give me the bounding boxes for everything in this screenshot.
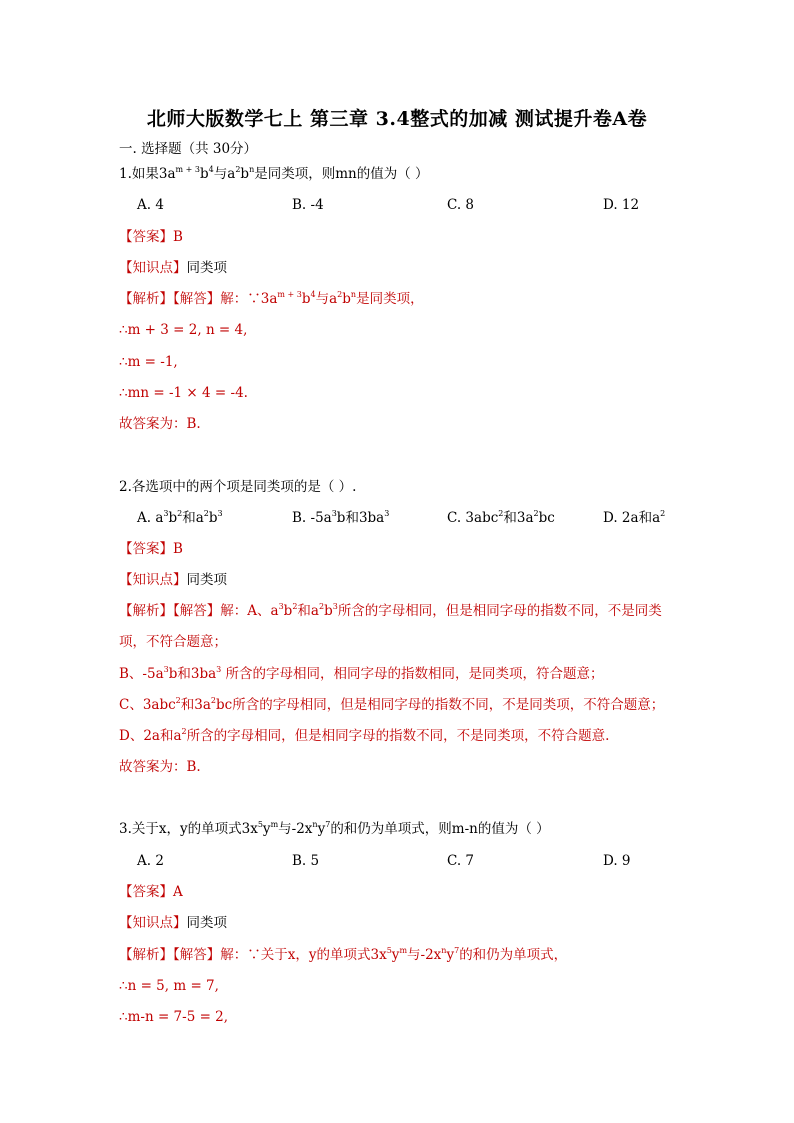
q1-analysis: 【解析】【解答】解：$\because 3a^{m + 3}b^4$与$a^2b^n$是同类项，: [119, 290, 424, 307]
q1-option-a: A. 4: [137, 197, 164, 213]
q2-stem: 2.各选项中的两个项是同类项的是（ ）.: [119, 479, 357, 495]
q2-analysis-d: D、2a和$a^2$所含的字母相同，但是相同字母的指数不同，不是同类项，不符合题意.: [119, 727, 610, 744]
q1-step-3: ∴mn = -1 × 4 = -4.: [119, 385, 248, 401]
q1-option-b: B. -4: [292, 197, 324, 213]
q1-knowledge-point: 【知识点】同类项: [119, 260, 227, 276]
q3-stem: 3.关于x，y的单项式$3x^5y^m$与$-2x^ny^7$的和仍为单项式，则m-n的值为（ ）: [119, 820, 550, 837]
q2-analysis-a: 【解析】【解答】解：A、$a^3b^2$和$a^2b^3$所含的字母相同，但是相同字母的指数不同，不是同类: [119, 602, 662, 619]
q3-answer: 【答案】A: [119, 884, 183, 900]
q2-analysis-a-cont: 项，不符合题意；: [119, 634, 227, 650]
q1-stem: 1.如果$3a^{m + 3}b^4$与$a^2b^n$是同类项，则mn的值为（ ）: [119, 165, 429, 182]
q2-option-b: B. $-5a^3b$和$3ba^3$: [292, 509, 390, 526]
q2-answer: 【答案】B: [119, 541, 183, 557]
q2-option-c: C. 3abc$^2$和$3a^2bc$: [447, 509, 555, 526]
q3-step-2: ∴m-n = 7-5 = 2,: [119, 1009, 229, 1025]
q1-step-1: ∴m + 3 = 2, n = 4,: [119, 322, 248, 338]
q3-option-a: A. 2: [137, 853, 164, 869]
q3-option-d: D. 9: [603, 853, 631, 869]
q1-option-c: C. 8: [447, 197, 475, 213]
q1-final: 故答案为：B.: [119, 416, 201, 432]
q1-step-2: ∴m = -1,: [119, 354, 178, 370]
q2-option-d: D. 2a和$a^2$: [603, 509, 666, 526]
q1-option-d: D. 12: [603, 197, 640, 213]
q2-option-a: A. $a^3b^2$和$a^2b^3$: [137, 509, 223, 526]
section-heading: 一. 选择题（共 30分）: [119, 141, 258, 157]
q2-analysis-b: B、$-5a^3b$和$3ba^3$ 所含的字母相同，相同字母的指数相同，是同类项，符合题意；: [119, 665, 604, 682]
q2-analysis-c: C、3abc$^2$和$3a^2bc$所含的字母相同，但是相同字母的指数不同，不是同类项，不符合题意；: [119, 696, 665, 713]
q3-option-c: C. 7: [447, 853, 475, 869]
q3-knowledge-point: 【知识点】同类项: [119, 915, 227, 931]
document-title: 北师大版数学七上 第三章 3.4整式的加减 测试提升卷A卷: [146, 108, 648, 130]
q3-analysis: 【解析】【解答】解：∵关于x，y的单项式$3x^5y^m$与$-2x^ny^7$的和仍为单项式，: [119, 946, 568, 963]
q2-knowledge-point: 【知识点】同类项: [119, 572, 227, 588]
q3-step-1: ∴n = 5, m = 7,: [119, 978, 219, 994]
q2-final: 故答案为：B.: [119, 759, 201, 775]
q1-answer: 【答案】B: [119, 229, 183, 245]
q3-option-b: B. 5: [292, 853, 320, 869]
